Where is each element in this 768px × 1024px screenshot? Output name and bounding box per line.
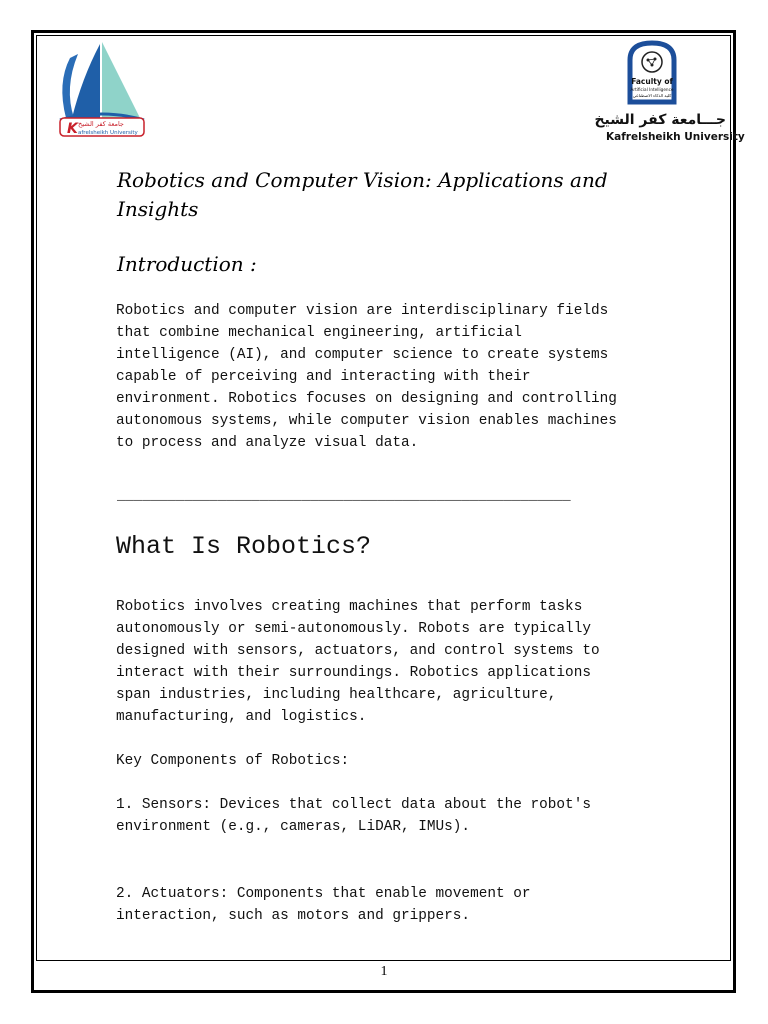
logo-left-arabic: جامعة كفر الشيخ [78,120,124,128]
robotics-paragraph: Robotics involves creating machines that perform tasks autonomously or semi-autonomously. Robots are typically designed with sensors, actuators, and control systems to interact with their surroundings. Robotics applications span industries, including healthcare, agriculture, manufacturing, and logistics. [116,599,600,725]
logo-right-english: Kafrelsheikh University [606,131,745,143]
logo-left-english: afrelsheikh University [78,130,138,136]
logo-right-arabic: جـــامعة كفر الشيخ [594,112,726,128]
logo-left-letter: K [67,121,78,137]
key-components-label: Key Components of Robotics: [116,753,350,769]
logo-right-faculty-line1: Faculty of [631,77,673,86]
robotics-section-heading: What Is Robotics? [116,532,372,561]
page-number: 1 [380,964,388,979]
logo-right-faculty-arabic: كلية الذكاء الاصطناعي [632,93,672,98]
logo-right-faculty-line2: Artificial Intelligence [630,87,674,92]
section-divider: ______________________________________________________ [117,488,571,504]
list-item-sensors: 1. Sensors: Devices that collect data about the robot's environment (e.g., cameras, LiDAR, IMUs). [116,797,591,835]
introduction-heading: Introduction : [117,252,257,276]
introduction-paragraph: Robotics and computer vision are interdisciplinary fields that combine mechanical engineering, artificial intelligence (AI), and computer science to create systems capable of perceiving and interacting with their environment. Robotics focuses on designing and controlling autonomous systems, while computer vision enables machines to process and analyze visual data. [116,303,617,451]
faculty-of-ai-logo [594,40,745,145]
document-title: Robotics and Computer Vision: Applications and Insights [117,168,608,221]
list-item-actuators: 2. Actuators: Components that enable movement or interaction, such as motors and grippers. [116,886,531,924]
kafrelsheikh-university-logo [52,38,152,138]
